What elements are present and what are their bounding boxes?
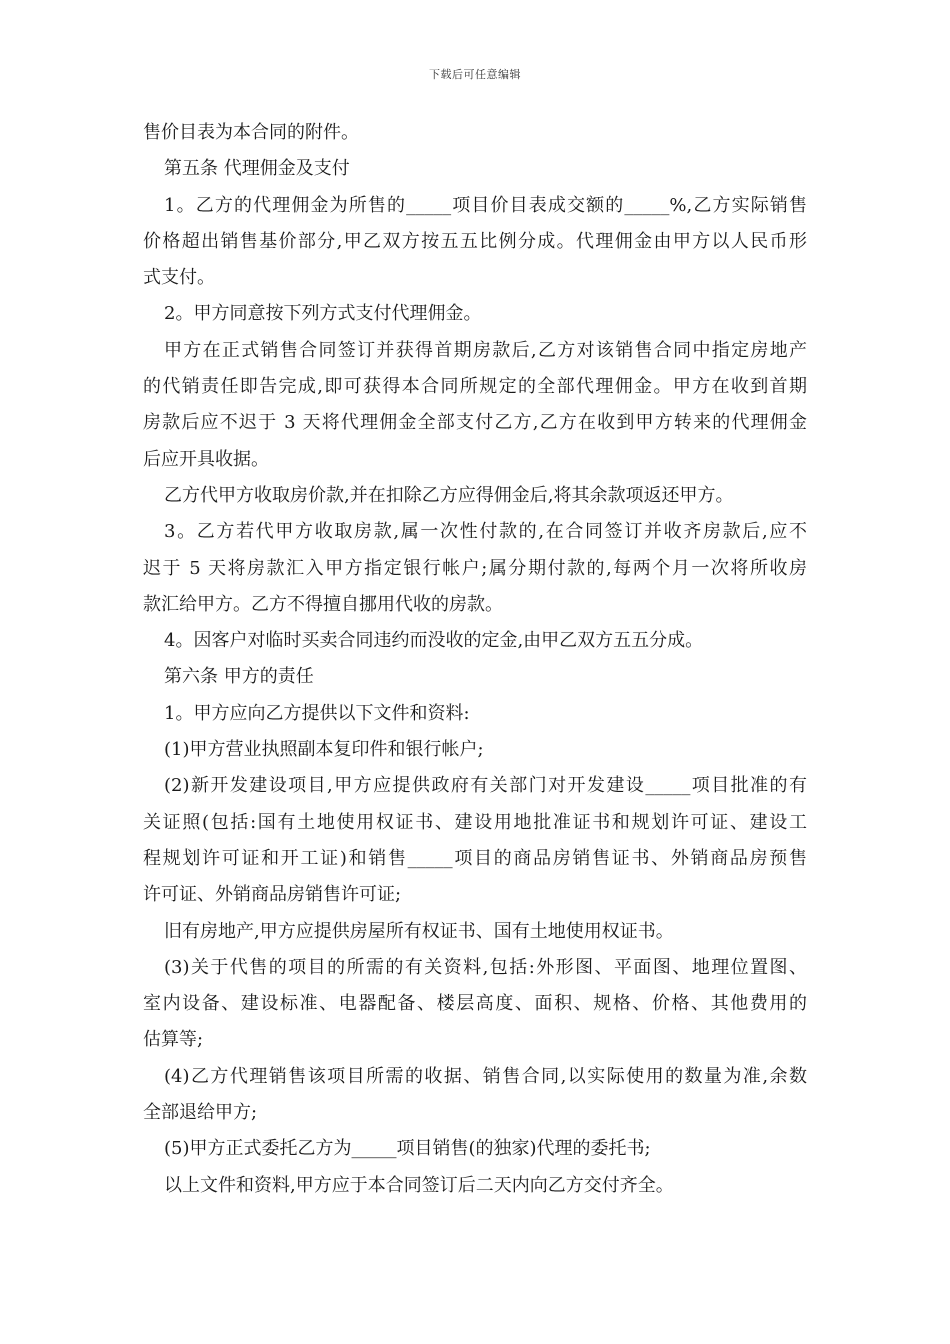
text-line: 价格超出销售基价部分,甲乙双方按五五比例分成。代理佣金由甲方以人民币形 bbox=[143, 230, 807, 252]
text-line: 第五条 代理佣金及支付 bbox=[164, 158, 350, 180]
text-line: (5)甲方正式委托乙方为_____项目销售(的独家)代理的委托书; bbox=[164, 1138, 651, 1160]
text-line: 以上文件和资料,甲方应于本合同签订后二天内向乙方交付齐全。 bbox=[164, 1174, 674, 1196]
text-line: 室内设备、建设标准、电器配备、楼层高度、面积、规格、价格、其他费用的 bbox=[143, 993, 807, 1015]
text-line: 第六条 甲方的责任 bbox=[164, 666, 314, 688]
text-line: 售价目表为本合同的附件。 bbox=[143, 122, 359, 143]
text-line: 估算等; bbox=[143, 1029, 204, 1051]
text-line: 甲方在正式销售合同签订并获得首期房款后,乙方对该销售合同中指定房地产 bbox=[164, 339, 807, 361]
text-line: 1。乙方的代理佣金为所售的_____项目价目表成交额的_____%,乙方实际销售 bbox=[164, 194, 807, 216]
page-header: 下载后可任意编辑 bbox=[429, 68, 521, 81]
text-line: (4)乙方代理销售该项目所需的收据、销售合同,以实际使用的数量为准,余数 bbox=[164, 1065, 807, 1087]
text-line: 全部退给甲方; bbox=[143, 1102, 258, 1124]
text-line: 2。甲方同意按下列方式支付代理佣金。 bbox=[164, 303, 482, 325]
text-line: 房款后应不迟于 3 天将代理佣金全部支付乙方,乙方在收到甲方转来的代理佣金 bbox=[143, 412, 807, 434]
text-line: 许可证、外销商品房销售许可证; bbox=[143, 884, 402, 906]
text-line: 款汇给甲方。乙方不得擅自挪用代收的房款。 bbox=[143, 593, 503, 615]
text-line: 关证照(包括:国有土地使用权证书、建设用地批准证书和规划许可证、建设工 bbox=[143, 811, 807, 833]
text-line: 程规划许可证和开工证)和销售_____项目的商品房销售证书、外销商品房预售 bbox=[143, 847, 807, 869]
text-line: 4。因客户对临时买卖合同违约而没收的定金,由甲乙双方五五分成。 bbox=[164, 630, 704, 652]
text-line: 式支付。 bbox=[143, 267, 215, 289]
document-body bbox=[143, 115, 807, 1204]
text-line: 的代销责任即告完成,即可获得本合同所规定的全部代理佣金。甲方在收到首期 bbox=[143, 376, 807, 398]
text-line: 乙方代甲方收取房价款,并在扣除乙方应得佣金后,将其余款项返还甲方。 bbox=[164, 484, 734, 506]
text-line: (2)新开发建设项目,甲方应提供政府有关部门对开发建设_____项目批准的有 bbox=[164, 775, 807, 797]
text-line: 1。甲方应向乙方提供以下文件和资料: bbox=[164, 702, 470, 724]
text-line: 迟于 5 天将房款汇入甲方指定银行帐户;属分期付款的,每两个月一次将所收房 bbox=[143, 557, 807, 579]
text-line: 旧有房地产,甲方应提供房屋所有权证书、国有土地使用权证书。 bbox=[164, 920, 674, 942]
text-line: 3。乙方若代甲方收取房款,属一次性付款的,在合同签订并收齐房款后,应不 bbox=[164, 521, 807, 543]
text-line: 后应开具收据。 bbox=[143, 448, 269, 470]
text-line: (3)关于代售的项目的所需的有关资料,包括:外形图、平面图、地理位置图、 bbox=[164, 956, 807, 978]
text-line: (1)甲方营业执照副本复印件和银行帐户; bbox=[164, 739, 484, 761]
